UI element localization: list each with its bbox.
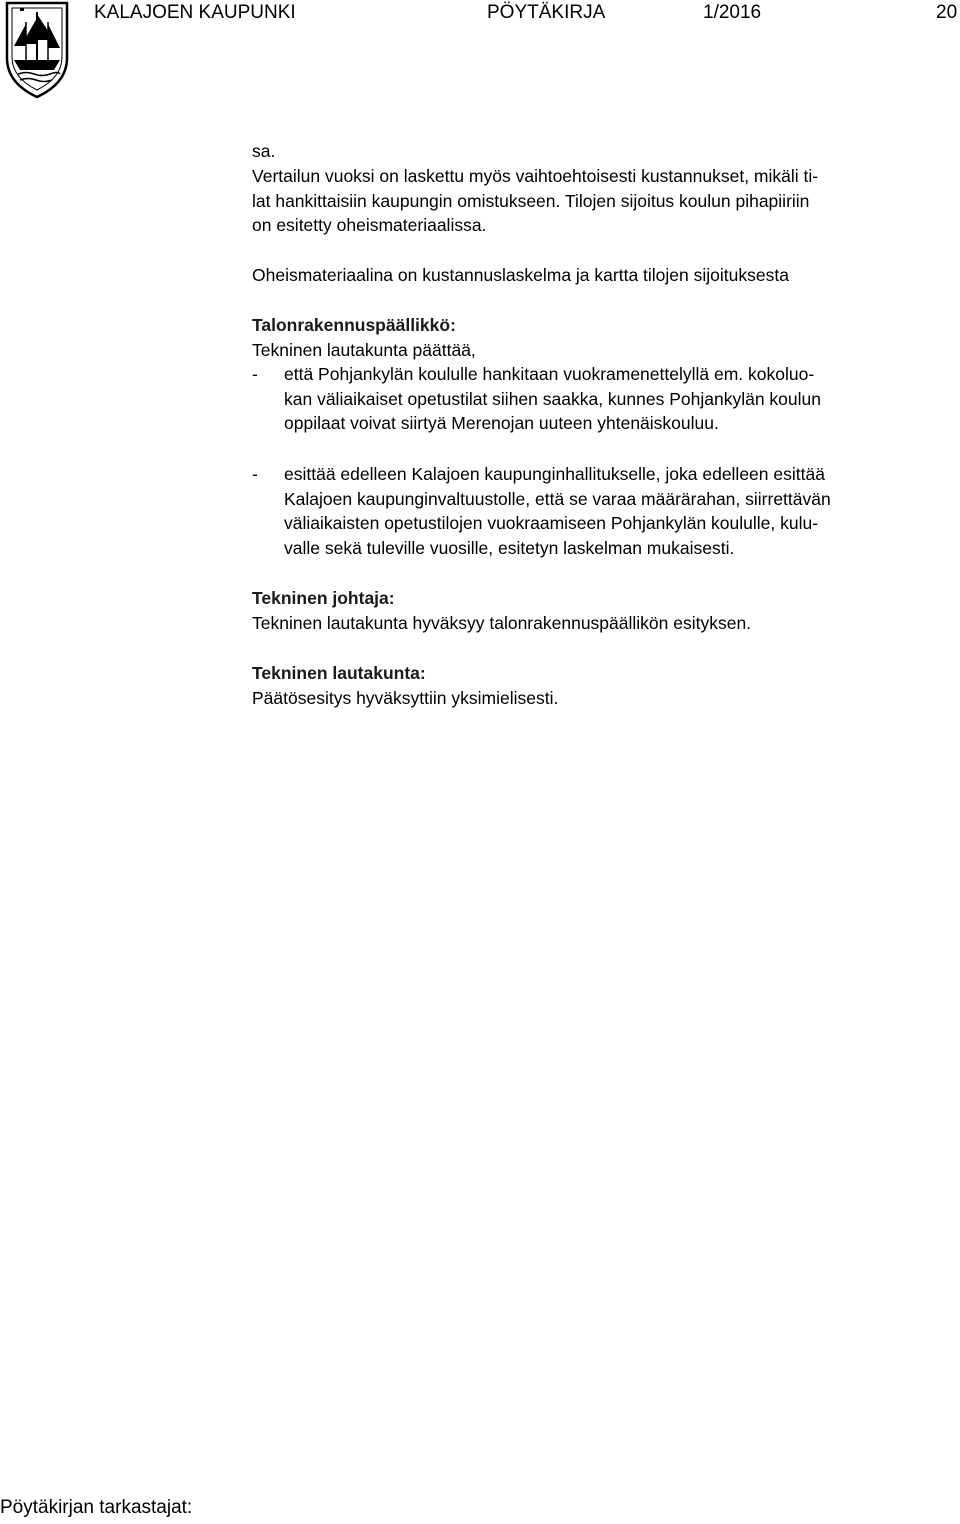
- proposal-intro: Tekninen lautakunta päättää,: [252, 339, 476, 360]
- proposal-item-line: väliaikaisten opetustilojen vuokraamiseen Pohjankylän koululle, kulu-: [284, 513, 819, 533]
- proposal-section: [252, 313, 958, 436]
- decision-text: Päätösesitys hyväksyttiin yksimielisesti.: [252, 687, 559, 708]
- director-text: Tekninen lautakunta hyväksyy talonrakennuspäällikön esityksen.: [252, 612, 752, 633]
- proposal-heading: Talonrakennuspäällikkö:: [252, 315, 456, 335]
- decision-section: [252, 661, 958, 710]
- header-document-type: PÖYTÄKIRJA: [487, 2, 606, 23]
- proposal-item-line: oppilaat voivat siirtyä Merenojan uuteen yhtenäiskouluu.: [284, 413, 719, 433]
- comparison-line: lat hankittaisiin kaupungin omistukseen. Tilojen sijoitus koulun pihapiiriin: [252, 190, 810, 211]
- header-organization: KALAJOEN KAUPUNKI: [94, 2, 296, 23]
- header-issue: 1/2016: [703, 2, 762, 23]
- proposal-item-text: [284, 462, 958, 560]
- proposal-item-line: valle sekä tuleville vuosille, esitetyn laskelman mukaisesti.: [284, 537, 735, 558]
- director-section: [252, 586, 958, 635]
- comparison-line: Vertailun vuoksi on laskettu myös vaihtoehtoisesti kustannukset, mikäli ti-: [252, 166, 819, 186]
- bullet-dash: -: [252, 464, 258, 484]
- proposal-item-line: että Pohjankylän koululle hankitaan vuokramenettelyllä em. kokoluo-: [284, 364, 815, 384]
- attachment-note-text: Oheismateriaalina on kustannuslaskelma ja kartta tilojen sijoituksesta: [252, 265, 789, 285]
- proposal-item: [252, 362, 958, 436]
- continuation-line: sa.: [252, 141, 276, 161]
- proposal-item-line: kan väliaikaiset opetustilat siihen saakka, kunnes Pohjankylän koulun: [284, 388, 821, 409]
- proposal-section-continued: [252, 462, 958, 560]
- decision-heading: Tekninen lautakunta:: [252, 663, 426, 683]
- director-heading: Tekninen johtaja:: [252, 588, 395, 608]
- proposal-item-line: esittää edelleen Kalajoen kaupunginhallitukselle, joka edelleen esittää: [284, 464, 825, 484]
- proposal-item-line: Kalajoen kaupunginvaltuustolle, että se varaa määrärahan, siirrettävän: [284, 488, 831, 509]
- continuation-text: [252, 139, 958, 164]
- proposal-item-text: [284, 362, 958, 436]
- bullet-dash: -: [252, 364, 258, 384]
- ship-coat-of-arms-icon: [4, 0, 70, 100]
- attachment-note: [252, 263, 958, 288]
- header-page-number: 20: [936, 2, 958, 23]
- comparison-paragraph: [252, 164, 958, 238]
- footer-reviewers-label: Pöytäkirjan tarkastajat:: [0, 1497, 193, 1518]
- comparison-line: on esitetty oheismateriaalissa.: [252, 215, 487, 235]
- proposal-item: [252, 462, 958, 560]
